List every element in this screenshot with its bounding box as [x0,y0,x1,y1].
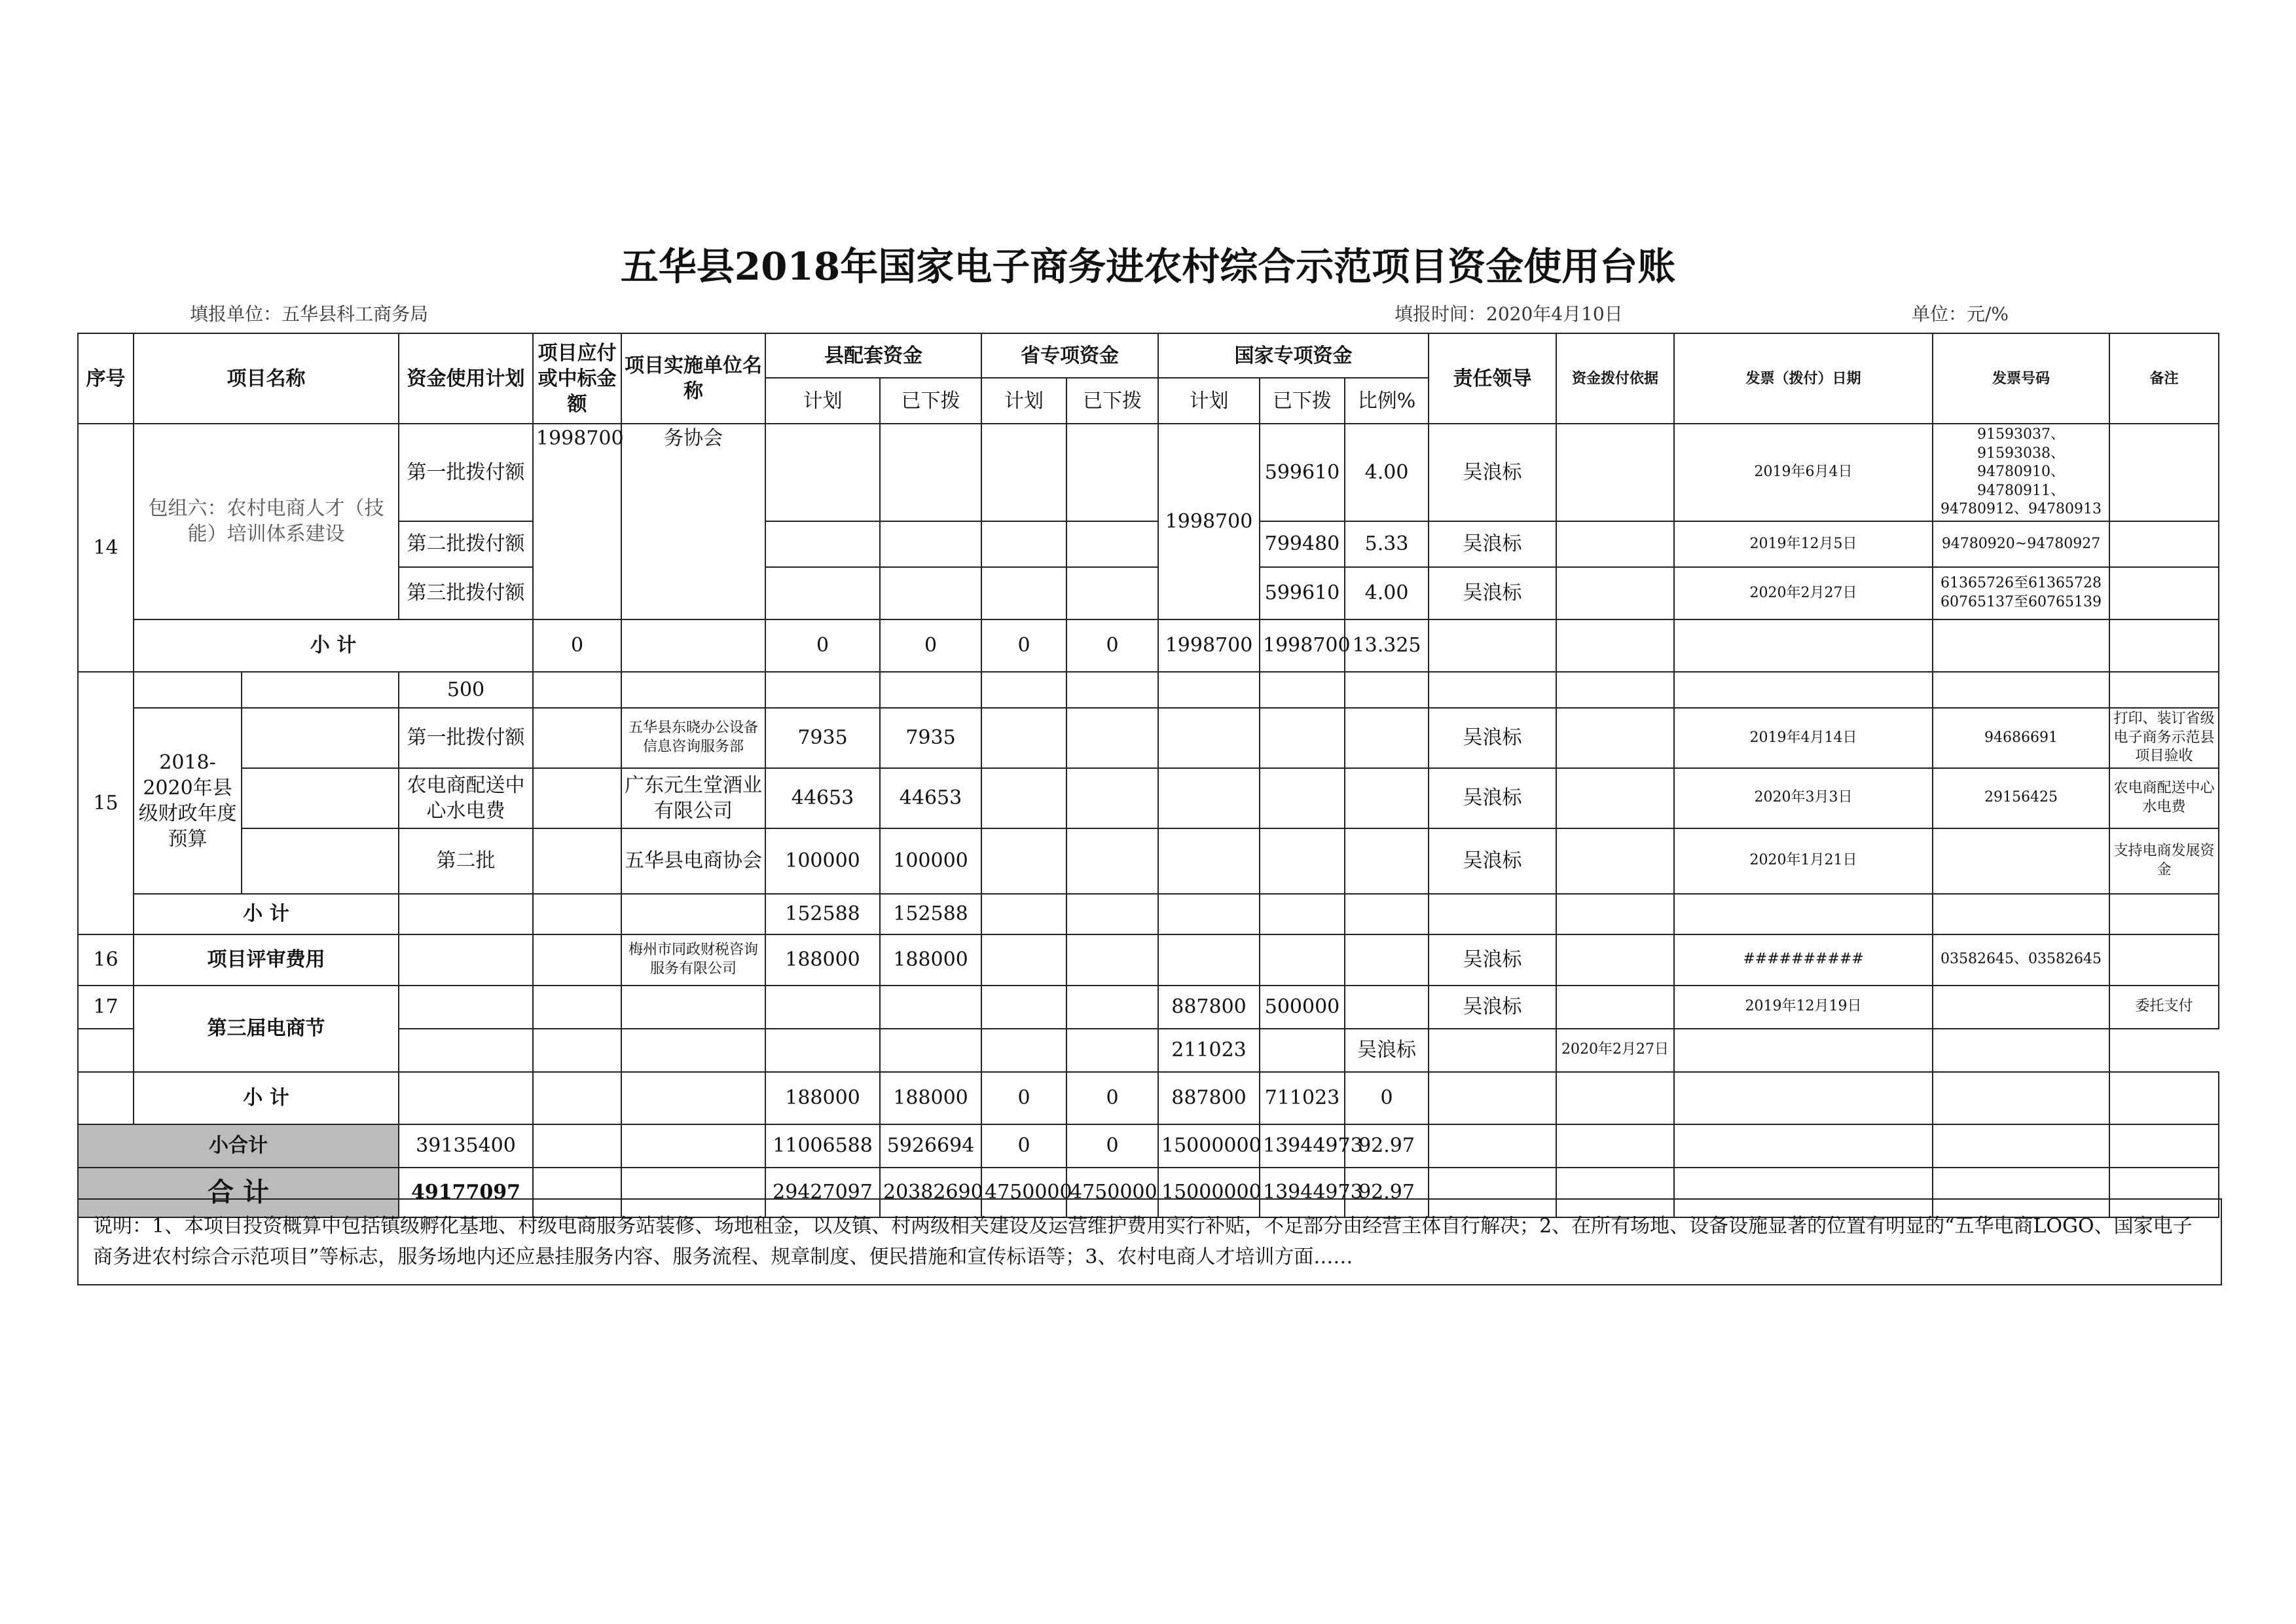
total-value: 13944973 [1260,1124,1345,1168]
nat-plan: 1998700 [1158,424,1260,619]
row-no: 15 [78,672,134,934]
item-label: 农电商配送中心水电费 [399,768,533,828]
hdr-county: 县配套资金 [765,333,981,378]
invoice-date: 2019年12月19日 [1674,986,1933,1029]
grand-total-plan: 49177097 [399,1168,533,1217]
leader: 吴浪标 [1345,1029,1429,1072]
hdr-basis: 资金拨付依据 [1556,333,1674,424]
row-no: 16 [78,934,134,986]
hdr-plan: 资金使用计划 [399,333,533,424]
subtotal-value: 1998700 [1158,619,1260,672]
total-value: 11006588 [765,1124,880,1168]
subtotal-label: 小 计 [134,619,533,672]
subtotal-value: 152588 [765,894,880,934]
hdr-nat-paid: 已下拨 [1260,378,1345,424]
total-value: 15000000 [1158,1124,1260,1168]
subtotal-value: 0 [981,619,1066,672]
hdr-invoice: 发票号码 [1933,333,2109,424]
hdr-national: 国家专项资金 [1158,333,1429,378]
page-title: 五华县2018年国家电子商务进农村综合示范项目资金使用台账 [620,244,1676,289]
county-plan: 44653 [765,768,880,828]
subtotal-value: 188000 [880,1072,981,1124]
invoice-no: 94780920~94780927 [1933,521,2109,567]
reporting-unit: 填报单位：五华县科工商务局 [190,303,429,325]
county-paid: 44653 [880,768,981,828]
subtotal-value: 13.325 [1345,619,1429,672]
hdr-org: 项目实施单位名称 [621,333,765,424]
subtotal-value: 0 [981,1072,1066,1124]
nat-paid: 599610 [1260,424,1345,521]
project-name: 第三届电商节 [134,986,399,1072]
leader: 吴浪标 [1429,828,1556,894]
total-value: 0 [981,1124,1066,1168]
leader: 吴浪标 [1429,986,1556,1029]
invoice-no: 94686691 [1933,708,2109,768]
note: 农电商配送中心水电费 [2109,768,2219,828]
invoice-no: 29156425 [1933,768,2109,828]
county-plan: 188000 [765,934,880,986]
county-paid: 7935 [880,708,981,768]
subtotal-value: 1998700 [1260,619,1345,672]
nat-paid: 500000 [1260,986,1345,1029]
invoice-date: 2020年2月27日 [1556,1029,1674,1072]
leader: 吴浪标 [1429,424,1556,521]
nat-paid: 599610 [1260,567,1345,619]
hdr-amount: 项目应付或中标金额 [533,333,621,424]
invoice-date: 2019年6月4日 [1674,424,1933,521]
impl-org: 梅州市同政财税咨询服务有限公司 [621,934,765,986]
report-date: 填报时间：2020年4月10日 [1394,303,1623,325]
total-plan: 39135400 [399,1124,533,1168]
invoice-date: 2019年4月14日 [1674,708,1933,768]
hdr-province: 省专项资金 [981,333,1158,378]
invoice-date: 2020年2月27日 [1674,567,1933,619]
hdr-no: 序号 [78,333,134,424]
row-no: 17 [78,986,134,1029]
hdr-leader: 责任领导 [1429,333,1556,424]
hdr-prov-plan: 计划 [981,378,1066,424]
note: 支持电商发展资金 [2109,828,2219,894]
total-value: 5926694 [880,1124,981,1168]
hdr-nat-plan: 计划 [1158,378,1260,424]
hdr-nat-ratio: 比例% [1345,378,1429,424]
project-name: 项目评审费用 [134,934,399,986]
nat-paid: 211023 [1158,1029,1260,1072]
subtotal-value: 0 [1066,1072,1158,1124]
total-label: 小合计 [78,1124,399,1168]
nat-ratio: 5.33 [1345,521,1429,567]
nat-ratio: 4.00 [1345,424,1429,521]
note: 委托支付 [2109,986,2219,1029]
grand-total-value: 4750000 [981,1168,1066,1217]
impl-org: 五华县电商协会 [621,828,765,894]
row-no: 14 [78,424,134,672]
leader: 吴浪标 [1429,708,1556,768]
impl-org: 五华县东晓办公设备信息咨询服务部 [621,708,765,768]
grand-total-label: 合 计 [78,1168,399,1217]
county-plan: 100000 [765,828,880,894]
subtotal-value: 711023 [1260,1072,1345,1124]
subtotal-value: 0 [880,619,981,672]
grand-total-value: 13944973 [1260,1168,1345,1217]
hdr-county-paid: 已下拨 [880,378,981,424]
currency-unit: 单位：元/% [1912,303,2009,325]
hdr-prov-paid: 已下拨 [1066,378,1158,424]
batch-label: 第一批拨付额 [399,708,533,768]
impl-org: 广东元生堂酒业有限公司 [621,768,765,828]
grand-total-value: 15000000 [1158,1168,1260,1217]
batch-label: 第一批拨付额 [399,424,533,521]
invoice-date: 2020年3月3日 [1674,768,1933,828]
hdr-name: 项目名称 [134,333,399,424]
subtotal-value: 0 [765,619,880,672]
subtotal-value: 0 [1345,1072,1429,1124]
footnote: 说明：1、本项目投资概算中包括镇级孵化基地、村级电商服务站装修、场地租金，以及镇、村两级相关建设及运营维护费用实行补贴，不足部分由经营主体自行解决；2、在所有场地、设备设施显著的位置有明显的“五华电商LOGO、国家电子商务进农村综合示范项目”等标志，服务场地内还应悬挂服务内容、服务流程、规章制度、便民措施和宣传标语等；3、农村电商人才培训方面…… [77,1198,2222,1285]
subtotal-label: 小 计 [134,1072,399,1124]
ledger-table [77,333,2219,1218]
leader: 吴浪标 [1429,934,1556,986]
hdr-notes: 备注 [2109,333,2219,424]
invoice-no: 03582645、03582645 [1933,934,2109,986]
subtotal-label: 小 计 [134,894,399,934]
grand-total-value: 29427097 [765,1168,880,1217]
total-value: 0 [1066,1124,1158,1168]
invoice-no: 61365726至61365728 60765137至60765139 [1933,567,2109,619]
leader: 吴浪标 [1429,521,1556,567]
project-name: 2018-2020年县级财政年度预算 [134,708,242,894]
nat-plan: 887800 [1158,986,1260,1029]
county-paid: 100000 [880,828,981,894]
grand-total-value: 20382690 [880,1168,981,1217]
subtotal-value: 0 [1066,619,1158,672]
batch-label: 第三批拨付额 [399,567,533,619]
subtotal-value: 887800 [1158,1072,1260,1124]
county-plan: 7935 [765,708,880,768]
subtotal-amount: 0 [533,619,621,672]
invoice-date: 2020年1月21日 [1674,828,1933,894]
invoice-date: ########## [1674,934,1933,986]
note: 打印、装订省级电子商务示范县项目验收 [2109,708,2219,768]
fund-plan: 500 [399,672,533,708]
grand-total-value: 4750000 [1066,1168,1158,1217]
nat-ratio: 4.00 [1345,567,1429,619]
invoice-date: 2019年12月5日 [1674,521,1933,567]
batch-label: 第二批拨付额 [399,521,533,567]
grand-total-value: 92.97 [1345,1168,1429,1217]
impl-org: 务协会 [621,424,765,619]
invoice-no: 91593037、91593038、94780910、94780911、94780912、94780913 [1933,424,2109,521]
subtotal-value: 152588 [880,894,981,934]
nat-paid: 799480 [1260,521,1345,567]
subtotal-value: 188000 [765,1072,880,1124]
batch-label: 第二批 [399,828,533,894]
bid-amount: 1998700 [533,424,621,619]
leader: 吴浪标 [1429,768,1556,828]
total-value: 92.97 [1345,1124,1429,1168]
hdr-date: 发票（拨付）日期 [1674,333,1933,424]
hdr-county-plan: 计划 [765,378,880,424]
project-name: 包组六：农村电商人才（技能）培训体系建设 [134,424,399,619]
leader: 吴浪标 [1429,567,1556,619]
county-paid: 188000 [880,934,981,986]
